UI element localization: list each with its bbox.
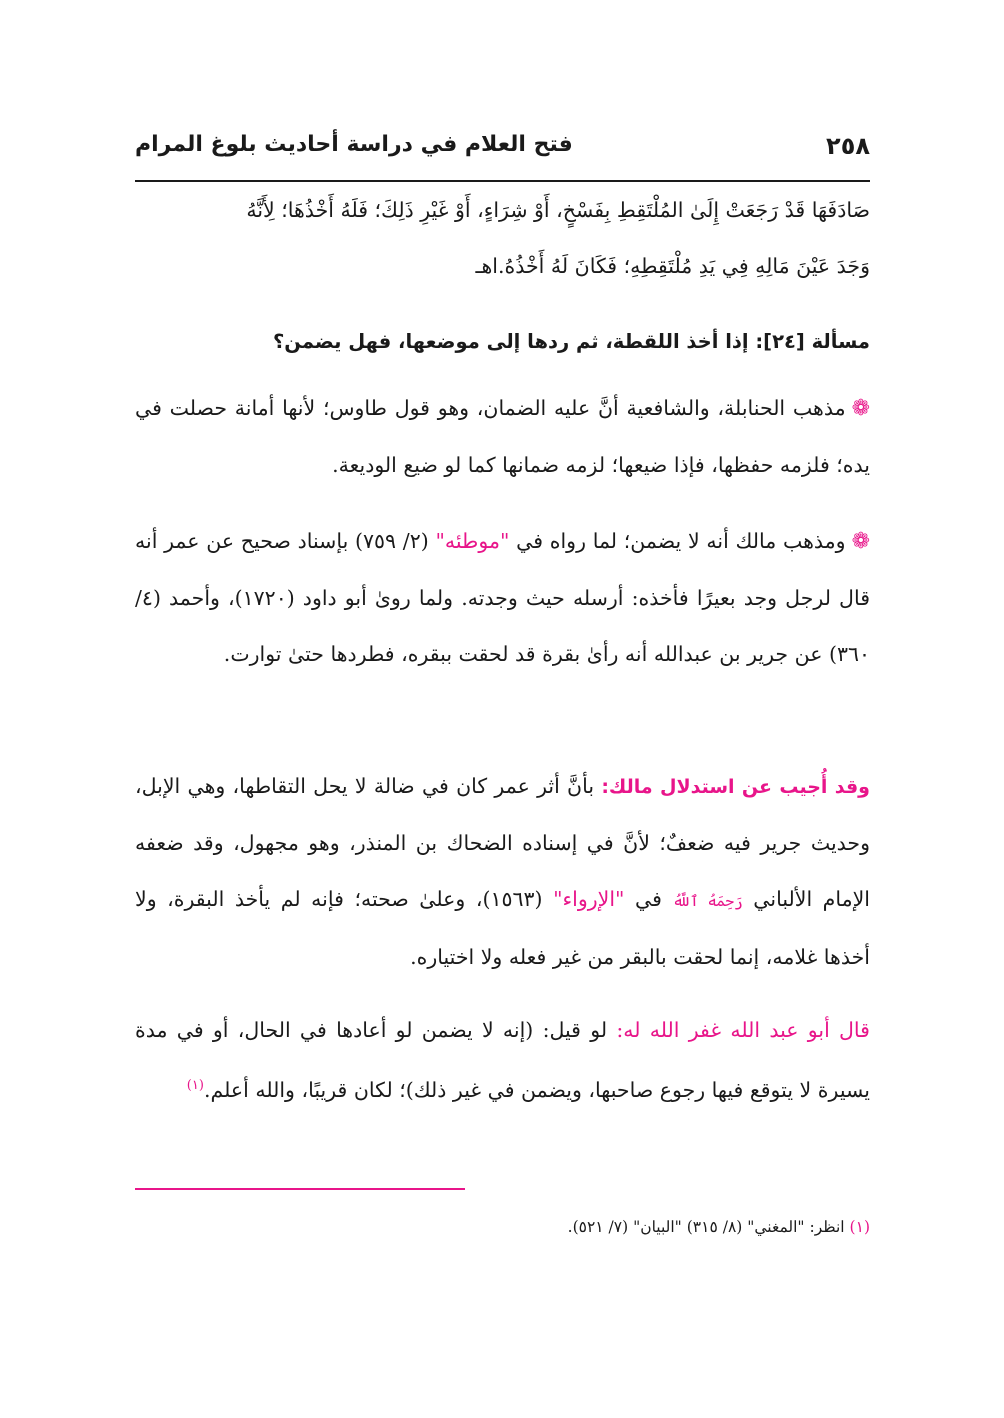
paragraph-maliki-before: ومذهب مالك أنه لا يضمن؛ لما رواه في <box>516 529 846 553</box>
question-heading <box>135 314 870 370</box>
footnote-text: انظر: "المغني" (٨/ ٣١٥) "البيان" (٧/ ٥٢١). <box>567 1218 845 1236</box>
response-lead: وقد أُجيب عن استدلال مالك: <box>601 776 870 798</box>
response-text-1: بأنَّ أثر عمر كان في ضالة لا يحل التقاطها، وهي الإبل، وحديث جرير فيه ضعفٌ؛ لأنَّ في إسناده الضحاك بن المنذر، وهو مجهول، وقد ضعفه الإمام الألباني <box>135 774 870 911</box>
book-reference-muwatta: "موطئه" <box>435 529 510 553</box>
question-text: إذا أخذ اللقطة، ثم ردها إلى موضعها، فهل يضمن؟ <box>272 330 749 353</box>
book-reference-irwa: "الإرواء" <box>553 887 625 911</box>
paragraph-maliki <box>135 513 870 682</box>
author-lead: قال أبو عبد الله غفر الله له: <box>616 1018 870 1042</box>
paragraph-author-opinion <box>135 1002 870 1118</box>
book-title: فتح العلام في دراسة أحاديث بلوغ المرام <box>135 132 573 157</box>
question-label: مسألة [٢٤]: <box>755 330 870 353</box>
flower-ornament-icon: ❁ <box>851 396 870 421</box>
honorific-glyph: رَحِمَهُ ٱللَّهُ <box>672 892 743 910</box>
footnote-number: (١) <box>849 1218 870 1236</box>
page-number: ٢٥٨ <box>826 132 870 160</box>
paragraph-maliki-after: (٢/ ٧٥٩) بإسناد صحيح عن عمر أنه قال لرجل وجد بعيرًا فأخذه: أرسله حيث وجدته. ولما روىٰ أبو داود (١٧٢٠)، وأحمد (٤/ ٣٦٠) عن جرير بن عبدالله أنه رأىٰ بقرة قد لحقت ببقره، فطردها حتىٰ توارت. <box>135 529 870 666</box>
paragraph-response <box>135 758 870 985</box>
footnote-reference[interactable]: (١) <box>186 1078 204 1093</box>
quote-line-1: صَادَفَهَا قَدْ رَجَعَتْ إِلَىٰ المُلْتَقِطِ بِفَسْخٍ، أَوْ شِرَاءٍ، أَوْ غَيْرِ ذَلِكَ؛ فَلَهُ أَخْذُهَا؛ لِأَنَّهُ <box>246 198 870 222</box>
page <box>135 118 870 1298</box>
paragraph-hanbali <box>135 380 870 493</box>
paragraph-hanbali-text: مذهب الحنابلة، والشافعية أنَّ عليه الضمان، وهو قول طاوس؛ لأنها أمانة حصلت في يده؛ فلزمه حفظها، فإذا ضيعها؛ لزمه ضمانها كما لو ضيع الوديعة. <box>135 396 870 477</box>
quote-paragraph <box>135 182 870 294</box>
response-text-3: (١٥٦٣)، وعلىٰ صحته؛ فإنه لم يأخذ البقرة، ولا أخذها غلامه، إنما لحقت بالبقر من غير فعله ولا اختياره. <box>135 887 870 969</box>
flower-ornament-icon: ❁ <box>851 529 870 554</box>
footnote-rule <box>135 1188 465 1190</box>
quote-line-2: وَجَدَ عَيْنَ مَالِهِ فِي يَدِ مُلْتَقِطِهِ؛ فَكَانَ لَهُ أَخْذُهُ.اهـ <box>475 254 870 278</box>
running-header <box>135 132 870 176</box>
response-text-2: في <box>635 887 662 911</box>
author-text: لو قيل: (إنه لا يضمن لو أعادها في الحال، أو في مدة يسيرة لا يتوقع فيها رجوع صاحبها، ويضمن في غير ذلك)؛ لكان قريبًا، والله أعلم. <box>135 1018 870 1102</box>
footnote <box>135 1218 870 1236</box>
